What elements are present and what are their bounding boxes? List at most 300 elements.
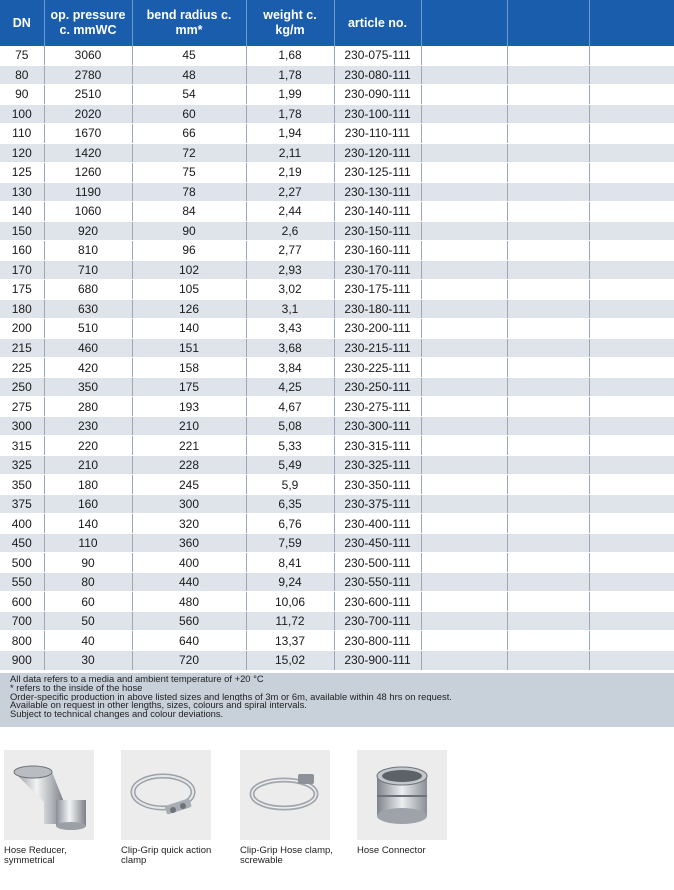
table-cell: 158 (132, 358, 246, 378)
table-cell: 230-130-111 (334, 182, 421, 202)
table-row (0, 358, 674, 378)
table-cell (507, 182, 589, 202)
table-cell: 48 (132, 65, 246, 85)
table-cell: 10,06 (246, 592, 334, 612)
table-row (0, 65, 674, 85)
table-cell: 175 (132, 377, 246, 397)
table-row (0, 338, 674, 358)
table-cell (589, 319, 674, 339)
table-cell: 4,25 (246, 377, 334, 397)
table-cell: 2,44 (246, 202, 334, 222)
table-row (0, 182, 674, 202)
table-cell: 810 (44, 241, 132, 261)
table-row (0, 533, 674, 553)
table-cell: 230-250-111 (334, 377, 421, 397)
table-cell (421, 46, 507, 65)
table-cell: 5,33 (246, 436, 334, 456)
table-cell: 60 (132, 104, 246, 124)
col-header-article-no: article no. (334, 0, 421, 46)
table-cell: 90 (44, 553, 132, 573)
product-clip-grip-hose-clamp-screwable[interactable] (236, 750, 351, 865)
table-cell: 315 (0, 436, 44, 456)
table-cell (507, 280, 589, 300)
table-cell (421, 280, 507, 300)
table-cell (589, 592, 674, 612)
table-cell: 230-140-111 (334, 202, 421, 222)
table-cell: 250 (0, 377, 44, 397)
table-cell (421, 631, 507, 651)
footnote-line: Order-specific production in above listed sizes and lengths of 3m or 6m, available within 48 hrs on request. (10, 692, 452, 702)
table-cell (589, 221, 674, 241)
table-row (0, 280, 674, 300)
table-cell (421, 397, 507, 417)
table-cell: 2510 (44, 85, 132, 105)
table-cell (421, 572, 507, 592)
table-cell: 230-700-111 (334, 611, 421, 631)
table-row (0, 260, 674, 280)
table-cell: 2,19 (246, 163, 334, 183)
table-row (0, 436, 674, 456)
table-cell: 230-450-111 (334, 533, 421, 553)
table-cell: 440 (132, 572, 246, 592)
table-cell (421, 377, 507, 397)
table-cell: 110 (44, 533, 132, 553)
table-cell: 75 (132, 163, 246, 183)
table-row (0, 592, 674, 612)
table-cell: 78 (132, 182, 246, 202)
table-cell: 140 (0, 202, 44, 222)
table-cell: 8,41 (246, 553, 334, 573)
table-row (0, 553, 674, 573)
table-cell: 230-350-111 (334, 475, 421, 495)
table-cell (589, 514, 674, 534)
table-cell: 125 (0, 163, 44, 183)
product-caption: Hose Reducer, symmetrical (4, 845, 67, 866)
table-cell (507, 358, 589, 378)
table-cell: 5,49 (246, 455, 334, 475)
table-cell (589, 260, 674, 280)
table-cell (421, 65, 507, 85)
table-cell (421, 611, 507, 631)
table-row (0, 416, 674, 436)
table-cell (507, 319, 589, 339)
table-row (0, 631, 674, 651)
table-cell (507, 85, 589, 105)
col-header-empty-1 (421, 0, 507, 46)
table-cell: 230-375-111 (334, 494, 421, 514)
table-cell: 230-225-111 (334, 358, 421, 378)
table-cell: 90 (132, 221, 246, 241)
table-cell: 230-500-111 (334, 553, 421, 573)
table-cell: 400 (132, 553, 246, 573)
table-cell (507, 377, 589, 397)
table-cell (421, 416, 507, 436)
table-cell (421, 221, 507, 241)
table-cell: 50 (44, 611, 132, 631)
table-cell: 210 (44, 455, 132, 475)
footnote-line: * refers to the inside of the hose (10, 683, 143, 693)
table-cell: 160 (0, 241, 44, 261)
table-row (0, 514, 674, 534)
product-hose-reducer[interactable] (0, 750, 115, 865)
table-cell: 700 (0, 611, 44, 631)
table-cell: 1,94 (246, 124, 334, 144)
table-cell (589, 650, 674, 670)
table-cell: 2,6 (246, 221, 334, 241)
table-cell: 1420 (44, 143, 132, 163)
table-cell: 230-180-111 (334, 299, 421, 319)
table-cell (589, 436, 674, 456)
hose-connector-icon (357, 750, 447, 840)
table-cell: 193 (132, 397, 246, 417)
table-row (0, 650, 674, 670)
table-cell: 680 (44, 280, 132, 300)
table-cell (589, 455, 674, 475)
table-cell: 3060 (44, 46, 132, 65)
table-cell: 2020 (44, 104, 132, 124)
footnotes (0, 673, 674, 727)
table-cell: 230-120-111 (334, 143, 421, 163)
table-cell: 230-110-111 (334, 124, 421, 144)
table-cell (421, 182, 507, 202)
table-cell (507, 592, 589, 612)
col-header-bend-radius: bend radius c. mm* (132, 0, 246, 46)
table-cell: 221 (132, 436, 246, 456)
table-cell (507, 397, 589, 417)
col-header-weight: weight c. kg/m (246, 0, 334, 46)
table-cell: 80 (0, 65, 44, 85)
table-cell: 96 (132, 241, 246, 261)
table-cell (589, 182, 674, 202)
table-cell: 180 (0, 299, 44, 319)
table-cell: 230-900-111 (334, 650, 421, 670)
table-cell (421, 592, 507, 612)
table-cell: 102 (132, 260, 246, 280)
table-cell: 450 (0, 533, 44, 553)
table-cell (507, 104, 589, 124)
table-cell: 200 (0, 319, 44, 339)
table-cell: 13,37 (246, 631, 334, 651)
table-cell: 230-600-111 (334, 592, 421, 612)
table-cell: 720 (132, 650, 246, 670)
col-header-dn: DN (0, 0, 44, 46)
table-cell: 560 (132, 611, 246, 631)
table-cell: 900 (0, 650, 44, 670)
product-caption: Hose Connector (357, 845, 426, 856)
table-cell: 7,59 (246, 533, 334, 553)
table-cell: 230-215-111 (334, 338, 421, 358)
table-row (0, 124, 674, 144)
table-cell: 2,77 (246, 241, 334, 261)
table-cell: 230-400-111 (334, 514, 421, 534)
table-cell (421, 85, 507, 105)
table-cell (589, 143, 674, 163)
table-cell (507, 221, 589, 241)
table-cell: 5,08 (246, 416, 334, 436)
table-row (0, 572, 674, 592)
table-cell (421, 514, 507, 534)
table-cell: 480 (132, 592, 246, 612)
table-cell: 215 (0, 338, 44, 358)
table-cell (589, 163, 674, 183)
table-cell: 2,11 (246, 143, 334, 163)
table-cell: 500 (0, 553, 44, 573)
table-cell (507, 46, 589, 65)
hose-reducer-icon (4, 750, 94, 840)
table-cell: 2,93 (246, 260, 334, 280)
table-cell: 140 (44, 514, 132, 534)
footnote-line: Subject to technical changes and colour deviations. (10, 710, 224, 719)
table-cell: 1060 (44, 202, 132, 222)
table-cell: 75 (0, 46, 44, 65)
table-cell (507, 572, 589, 592)
table-cell (507, 65, 589, 85)
table-cell (421, 650, 507, 670)
table-cell (589, 494, 674, 514)
table-cell: 220 (44, 436, 132, 456)
table-cell: 1260 (44, 163, 132, 183)
table-cell: 230-175-111 (334, 280, 421, 300)
table-cell (421, 553, 507, 573)
table-cell: 140 (132, 319, 246, 339)
table-cell (421, 241, 507, 261)
table-cell: 210 (132, 416, 246, 436)
table-cell (421, 299, 507, 319)
table-cell (421, 104, 507, 124)
table-row (0, 299, 674, 319)
table-cell: 230-300-111 (334, 416, 421, 436)
table-cell (589, 299, 674, 319)
table-row (0, 143, 674, 163)
table-cell (421, 436, 507, 456)
table-cell (589, 358, 674, 378)
table-cell (421, 533, 507, 553)
table-row (0, 163, 674, 183)
col-header-empty-2 (507, 0, 589, 46)
table-cell (507, 260, 589, 280)
table-cell: 1,99 (246, 85, 334, 105)
table-cell (507, 338, 589, 358)
table-body (0, 46, 674, 670)
table-cell: 230-800-111 (334, 631, 421, 651)
table-cell: 350 (0, 475, 44, 495)
table-cell: 3,02 (246, 280, 334, 300)
table-cell (589, 572, 674, 592)
table-row (0, 104, 674, 124)
col-header-empty-3 (589, 0, 674, 46)
table-cell: 150 (0, 221, 44, 241)
table-cell: 105 (132, 280, 246, 300)
table-cell (507, 241, 589, 261)
table-cell: 130 (0, 182, 44, 202)
table-cell: 6,76 (246, 514, 334, 534)
table-cell (507, 553, 589, 573)
table-cell (421, 358, 507, 378)
table-row (0, 377, 674, 397)
table-cell: 3,43 (246, 319, 334, 339)
table-cell (421, 202, 507, 222)
table-cell (589, 533, 674, 553)
table-cell: 400 (0, 514, 44, 534)
table-cell (421, 124, 507, 144)
table-cell: 300 (0, 416, 44, 436)
table-cell: 275 (0, 397, 44, 417)
table-cell: 375 (0, 494, 44, 514)
table-cell: 54 (132, 85, 246, 105)
table-cell (507, 631, 589, 651)
product-caption: Clip-Grip Hose clamp, screwable (240, 845, 333, 866)
table-cell (507, 533, 589, 553)
table-cell (589, 241, 674, 261)
table-cell: 225 (0, 358, 44, 378)
table-row (0, 241, 674, 261)
table-cell (507, 514, 589, 534)
table-cell: 66 (132, 124, 246, 144)
table-cell (421, 338, 507, 358)
table-cell (507, 124, 589, 144)
footnote-line: Available on request in other lengths, sizes, colours and spiral intervals. (10, 701, 307, 711)
table-cell (589, 611, 674, 631)
table-cell: 110 (0, 124, 44, 144)
table-cell: 2,27 (246, 182, 334, 202)
table-cell (589, 65, 674, 85)
table-cell: 550 (0, 572, 44, 592)
table-cell: 230-325-111 (334, 455, 421, 475)
table-cell: 920 (44, 221, 132, 241)
table-cell (589, 475, 674, 495)
table-cell (589, 124, 674, 144)
table-cell: 126 (132, 299, 246, 319)
hose-clamp-icon (240, 750, 330, 840)
table-cell (507, 611, 589, 631)
table-cell (507, 202, 589, 222)
table-cell: 280 (44, 397, 132, 417)
table-cell: 230-315-111 (334, 436, 421, 456)
table-cell: 1190 (44, 182, 132, 202)
table-cell: 170 (0, 260, 44, 280)
table-cell: 30 (44, 650, 132, 670)
table-cell (507, 299, 589, 319)
table-row (0, 475, 674, 495)
table-cell: 230-090-111 (334, 85, 421, 105)
table-cell (589, 377, 674, 397)
table-cell: 460 (44, 338, 132, 358)
table-header-row (0, 0, 674, 46)
table-cell: 160 (44, 494, 132, 514)
table-cell (589, 202, 674, 222)
table-cell: 9,24 (246, 572, 334, 592)
table-cell: 800 (0, 631, 44, 651)
table-row (0, 319, 674, 339)
table-cell: 1,78 (246, 65, 334, 85)
table-row (0, 202, 674, 222)
table-row (0, 611, 674, 631)
table-cell: 230-170-111 (334, 260, 421, 280)
table-cell: 230-075-111 (334, 46, 421, 65)
table-cell: 230-100-111 (334, 104, 421, 124)
accessories-row (0, 750, 674, 890)
table-cell: 2780 (44, 65, 132, 85)
table-cell (421, 494, 507, 514)
table-cell (421, 319, 507, 339)
table-cell (589, 46, 674, 65)
table-cell (589, 104, 674, 124)
table-row (0, 221, 674, 241)
table-cell: 245 (132, 475, 246, 495)
table-cell (507, 475, 589, 495)
table-cell: 350 (44, 377, 132, 397)
table-cell (589, 553, 674, 573)
table-cell: 230 (44, 416, 132, 436)
table-row (0, 85, 674, 105)
table-cell: 300 (132, 494, 246, 514)
table-row (0, 46, 674, 65)
table-cell: 510 (44, 319, 132, 339)
table-cell (507, 436, 589, 456)
table-cell: 3,68 (246, 338, 334, 358)
table-cell (589, 85, 674, 105)
table-cell (507, 416, 589, 436)
table-cell (507, 163, 589, 183)
table-cell: 630 (44, 299, 132, 319)
table-cell: 3,84 (246, 358, 334, 378)
table-cell: 100 (0, 104, 44, 124)
table-cell: 90 (0, 85, 44, 105)
table-cell (589, 631, 674, 651)
table-cell (421, 455, 507, 475)
table-row (0, 455, 674, 475)
product-hose-connector[interactable] (353, 750, 468, 856)
col-header-op-pressure: op. pressure c. mmWC (44, 0, 132, 46)
product-caption: Clip-Grip quick action clamp (121, 845, 212, 866)
table-cell: 120 (0, 143, 44, 163)
clip-grip-clamp-icon (121, 750, 211, 840)
table-cell (421, 163, 507, 183)
table-cell: 360 (132, 533, 246, 553)
table-cell: 230-160-111 (334, 241, 421, 261)
table-cell (507, 650, 589, 670)
footnote-line: All data refers to a media and ambient temperature of +20 °C (10, 675, 264, 684)
table-cell (421, 260, 507, 280)
table-cell: 230-200-111 (334, 319, 421, 339)
table-cell: 80 (44, 572, 132, 592)
table-cell: 6,35 (246, 494, 334, 514)
table-cell (589, 338, 674, 358)
table-cell: 175 (0, 280, 44, 300)
table-cell (589, 416, 674, 436)
table-cell (589, 280, 674, 300)
table-cell (421, 143, 507, 163)
table-cell: 45 (132, 46, 246, 65)
table-cell: 60 (44, 592, 132, 612)
table-row (0, 494, 674, 514)
table-cell: 72 (132, 143, 246, 163)
table-cell: 710 (44, 260, 132, 280)
table-cell: 320 (132, 514, 246, 534)
table-cell: 5,9 (246, 475, 334, 495)
table-cell (507, 143, 589, 163)
table-cell: 3,1 (246, 299, 334, 319)
table-cell: 640 (132, 631, 246, 651)
table-cell: 11,72 (246, 611, 334, 631)
table-cell: 420 (44, 358, 132, 378)
table-cell: 1670 (44, 124, 132, 144)
product-clip-grip-quick-action-clamp[interactable] (117, 750, 232, 865)
table-cell: 230-275-111 (334, 397, 421, 417)
table-cell: 1,68 (246, 46, 334, 65)
table-cell (421, 475, 507, 495)
table-cell: 84 (132, 202, 246, 222)
